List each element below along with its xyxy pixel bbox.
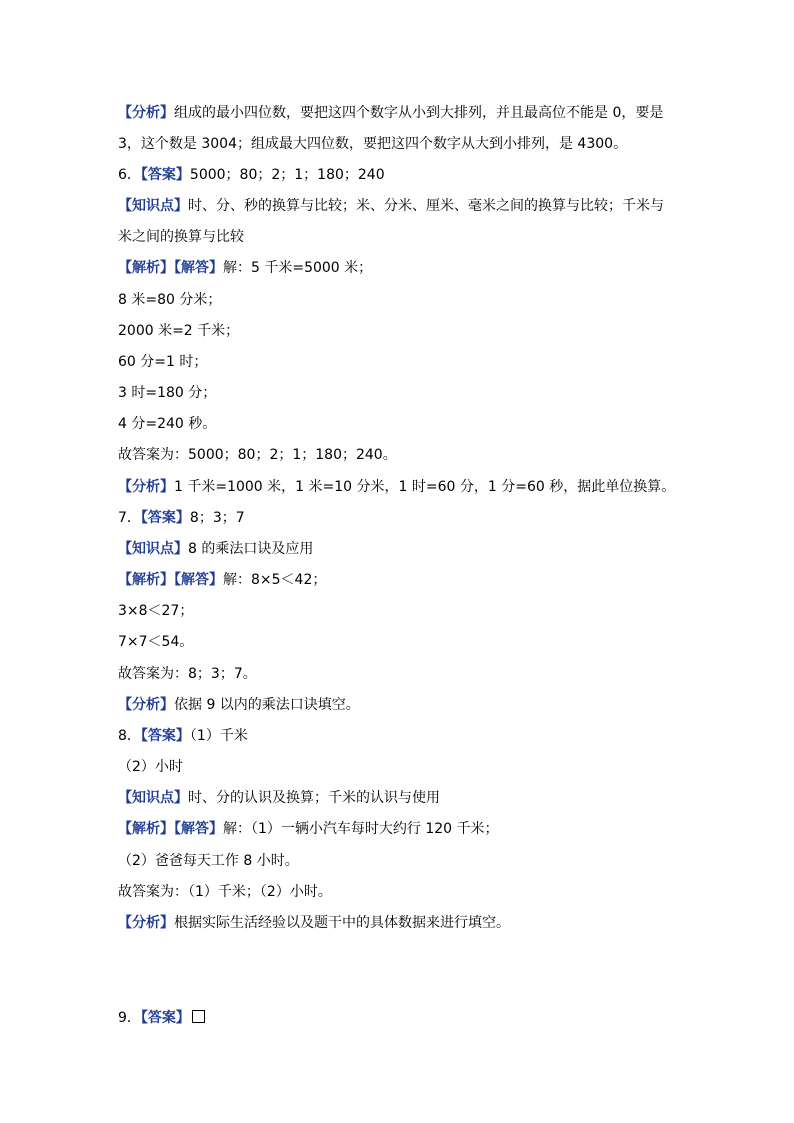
text-line (118, 820, 499, 838)
line-text: 60 分=1 时； (118, 354, 208, 370)
line-text: 8；3；7 (189, 510, 245, 526)
text-line (118, 665, 257, 683)
line-text: 时、分、秒的换算与比较；米、分米、厘米、毫米之间的换算与比较；千米与 (188, 198, 664, 214)
answer-line (118, 727, 248, 745)
line-text: 解：8×5＜42； (223, 572, 327, 588)
text-line (118, 415, 216, 433)
text-line (118, 696, 360, 714)
answer-tag: 【答案】 (140, 1010, 190, 1026)
section-tag: 【解析】【解答】 (118, 572, 223, 588)
section-tag: 【解析】【解答】 (118, 260, 223, 276)
text-line (118, 633, 193, 651)
text-line (118, 852, 299, 870)
question-number: 8． (118, 728, 141, 744)
text-line (118, 353, 207, 371)
answer-tag: 【答案】 (140, 167, 190, 183)
text-line (118, 758, 183, 776)
line-text: 解：（1）一辆小汽车每时大约行 120 千米； (223, 821, 499, 837)
section-tag: 【知识点】 (118, 541, 188, 557)
section-tag: 【分析】 (118, 697, 174, 713)
text-line (118, 478, 675, 496)
answer-tag: 【答案】 (140, 728, 190, 744)
line-text: 依据 9 以内的乘法口诀填空。 (174, 697, 360, 713)
text-line (118, 914, 510, 932)
line-text: 故答案为：（1）千米；（2）小时。 (118, 884, 332, 900)
line-text: 故答案为：5000；80；2；1；180；240。 (118, 447, 397, 463)
line-text: （2）小时 (118, 759, 183, 775)
line-text: 米之间的换算与比较 (118, 229, 244, 245)
text-line (118, 384, 216, 402)
text-line (118, 446, 397, 464)
answer-tag: 【答案】 (140, 510, 190, 526)
text-line (118, 135, 627, 153)
text-line (118, 540, 313, 558)
text-line (118, 259, 372, 277)
checkbox-icon (192, 1010, 205, 1023)
line-text: （1）千米 (189, 728, 248, 744)
line-text: 根据实际生活经验以及题干中的具体数据来进行填空。 (174, 915, 510, 931)
line-text: 7×7＜54。 (118, 634, 194, 650)
answer-line (118, 1009, 205, 1027)
section-tag: 【解析】【解答】 (118, 821, 223, 837)
text-line (118, 104, 663, 122)
line-text: 8 的乘法口诀及应用 (188, 541, 314, 557)
section-tag: 【分析】 (118, 479, 174, 495)
line-text: 1 千米=1000 米，1 米=10 分米，1 时=60 分，1 分=60 秒，据此单位换算。 (174, 479, 676, 495)
text-line (118, 789, 440, 807)
section-tag: 【分析】 (118, 105, 174, 121)
line-text: 故答案为：8；3；7。 (118, 666, 257, 682)
section-tag: 【知识点】 (118, 790, 188, 806)
answer-line (118, 166, 385, 184)
text-line (118, 602, 193, 620)
line-text: 4 分=240 秒。 (118, 416, 217, 432)
line-text: 3 时=180 分； (118, 385, 217, 401)
line-text: 解：5 千米=5000 米； (223, 260, 373, 276)
line-text: 3，这个数是 3004；组成最大四位数，要把这四个数字从大到小排列，是 4300。 (118, 136, 628, 152)
question-number: 6． (118, 167, 141, 183)
question-number: 7． (118, 510, 141, 526)
line-text: （2）爸爸每天工作 8 小时。 (118, 853, 299, 869)
question-number: 9． (118, 1010, 141, 1026)
text-line (118, 883, 332, 901)
text-line (118, 197, 664, 215)
section-tag: 【分析】 (118, 915, 174, 931)
line-text: 5000；80；2；1；180；240 (189, 167, 385, 183)
answer-line (118, 509, 245, 527)
text-line (118, 228, 244, 246)
line-text: 8 米=80 分米； (118, 292, 222, 308)
text-line (118, 291, 221, 309)
line-text: 时、分的认识及换算；千米的认识与使用 (188, 790, 440, 806)
text-line (118, 571, 326, 589)
text-line (118, 322, 239, 340)
section-tag: 【知识点】 (118, 198, 188, 214)
line-text: 2000 米=2 千米； (118, 323, 240, 339)
line-text: 3×8＜27； (118, 603, 194, 619)
line-text: 组成的最小四位数，要把这四个数字从小到大排列，并且最高位不能是 0，要是 (174, 105, 664, 121)
